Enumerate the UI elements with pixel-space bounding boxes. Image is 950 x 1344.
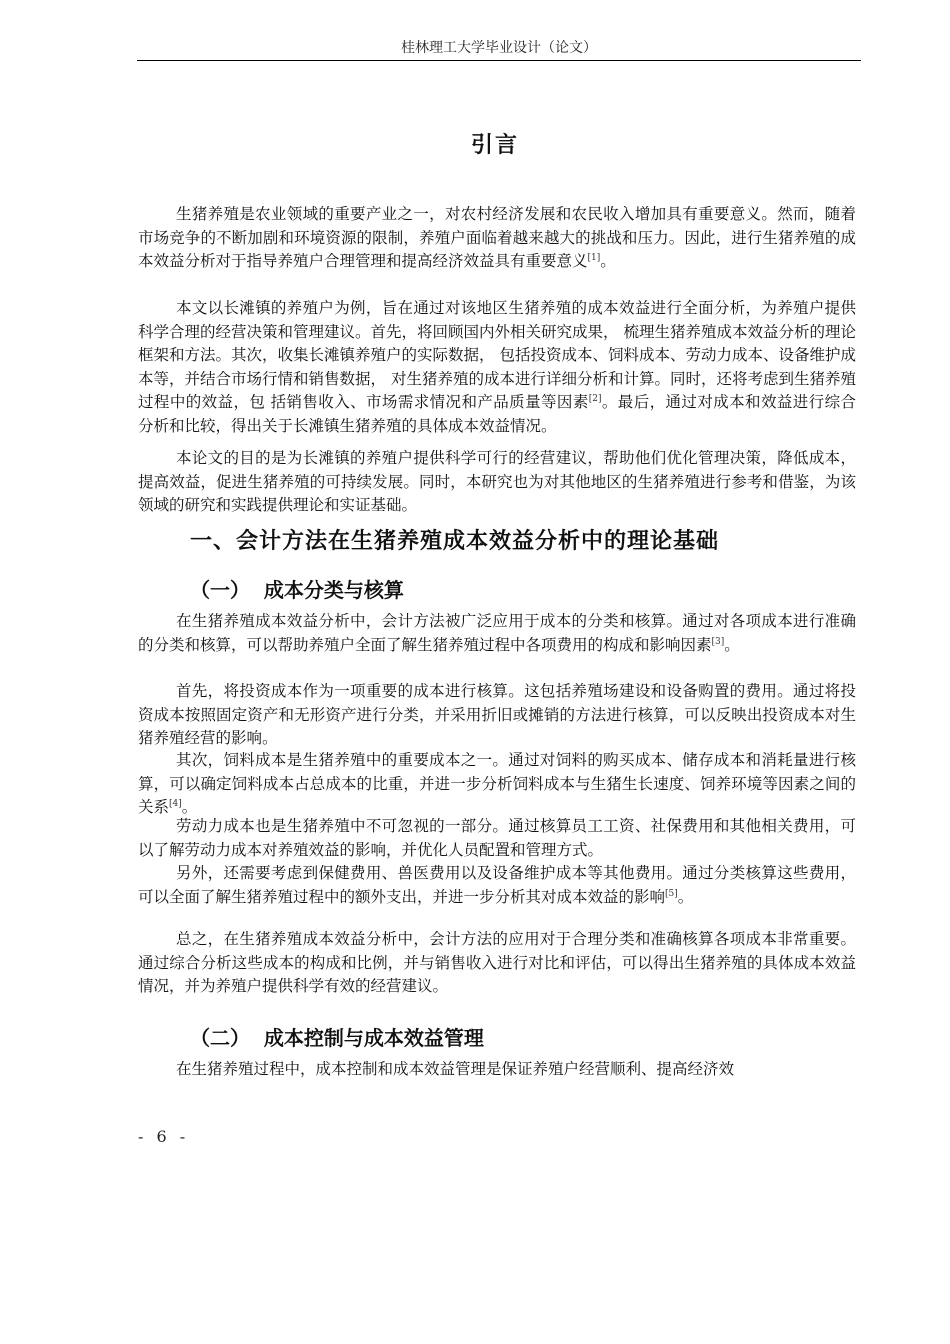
intro-paragraph-1: 生猪养殖是农业领域的重要产业之一，对农村经济发展和农民收入增加具有重要意义。然而，随着市场竞争的不断加剧和环境资源的限制，养殖户面临着越来越大的挑战和压力。因此，进行生猪养殖的成本效益分析对于指导养殖户合理管理和提高经济效益具有重要意义[1]。 xyxy=(138,205,856,270)
citation: [5] xyxy=(665,888,678,899)
body-paragraph-6: 总之，在生猪养殖成本效益分析中，会计方法的应用对于合理分类和准确核算各项成本非常重要。通过综合分析这些成本的构成和比例，并与销售收入进行对比和评估，可以得出生猪养殖的具体成本效益情况，并为养殖户提供科学有效的经营建议。 xyxy=(138,930,856,995)
citation: [2] xyxy=(588,394,602,404)
citation: [3] xyxy=(711,636,725,647)
page-title: 引言 xyxy=(470,133,519,158)
intro-paragraph-2: 本文以长滩镇的养殖户为例，旨在通过对该地区生猪养殖的成本效益进行全面分析，为养殖户提供科学合理的经营决策和管理建议。首先，将回顾国内外相关研究成果， 梳理生猪养殖成本效益分析的理论框架和方法。其次，收集长滩镇养殖户的实际数据， 包括投资成本、饲料成本、劳动力成本、设备维护成本等，并结合市场行情和销售数据， 对生猪养殖的成本进行详细分析和计算。同时，还将考虑到生猪养殖过程中的效益，包 括销售收入、市场需求情况和产品质量等因素[2]。最后，通过对成本和效益进行综合 分析和比较，得出关于长滩镇生猪养殖的具体成本效益情况。 xyxy=(138,299,856,435)
body-paragraph-1: 在生猪养殖成本效益分析中，会计方法被广泛应用于成本的分类和核算。通过对各项成本进行准确的分类和核算，可以帮助养殖户全面了解生猪养殖过程中各项费用的构成和影响因素[3]。 xyxy=(138,612,856,654)
body-paragraph-2: 首先，将投资成本作为一项重要的成本进行核算。这包括养殖场建设和设备购置的费用。通过将投资成本按照固定资产和无形资产进行分类，并采用折旧或摊销的方法进行核算，可以反映出投资成本对生猪养殖经营的影响。 xyxy=(138,682,856,747)
intro-paragraph-3: 本论文的目的是为长滩镇的养殖户提供科学可行的经营建议，帮助他们优化管理决策，降低成本，提高效益，促进生猪养殖的可持续发展。同时，本研究也为对其他地区的生猪养殖进行参考和借鉴，为该领域的研究和实践提供理论和实证基础。 xyxy=(138,449,856,514)
subsection-heading-2: （二） 成本控制与成本效益管理 xyxy=(190,1026,484,1050)
body-paragraph-4: 劳动力成本也是生猪养殖中不可忽视的一部分。通过核算员工工资、社保费用和其他相关费用，可以了解劳动力成本对养殖效益的影响，并优化人员配置和管理方式。 xyxy=(138,817,856,859)
body-paragraph-7: 在生猪养殖过程中，成本控制和成本效益管理是保证养殖户经营顺利、提高经济效 xyxy=(176,1060,735,1078)
running-header: 桂林理工大学毕业设计（论文） xyxy=(137,38,861,61)
section-heading: 一、会计方法在生猪养殖成本效益分析中的理论基础 xyxy=(190,529,720,554)
subsection-heading-1: （一） 成本分类与核算 xyxy=(190,578,404,602)
citation: [1] xyxy=(587,253,601,263)
page-number: - 6 - xyxy=(138,1127,190,1146)
body-paragraph-3: 其次，饲料成本是生猪养殖中的重要成本之一。通过对饲料的购买成本、储存成本和消耗量进行核算，可以确定饲料成本占总成本的比重，并进一步分析饲料成本与生猪生长速度、饲养环境等因素之间的关系[4]。 xyxy=(138,751,856,816)
body-paragraph-5: 另外，还需要考虑到保健费用、兽医费用以及设备维护成本等其他费用。通过分类核算这些费用，可以全面了解生猪养殖过程中的额外支出，并进一步分析其对成本效益的影响[5]。 xyxy=(138,864,856,906)
citation: [4] xyxy=(169,799,182,809)
